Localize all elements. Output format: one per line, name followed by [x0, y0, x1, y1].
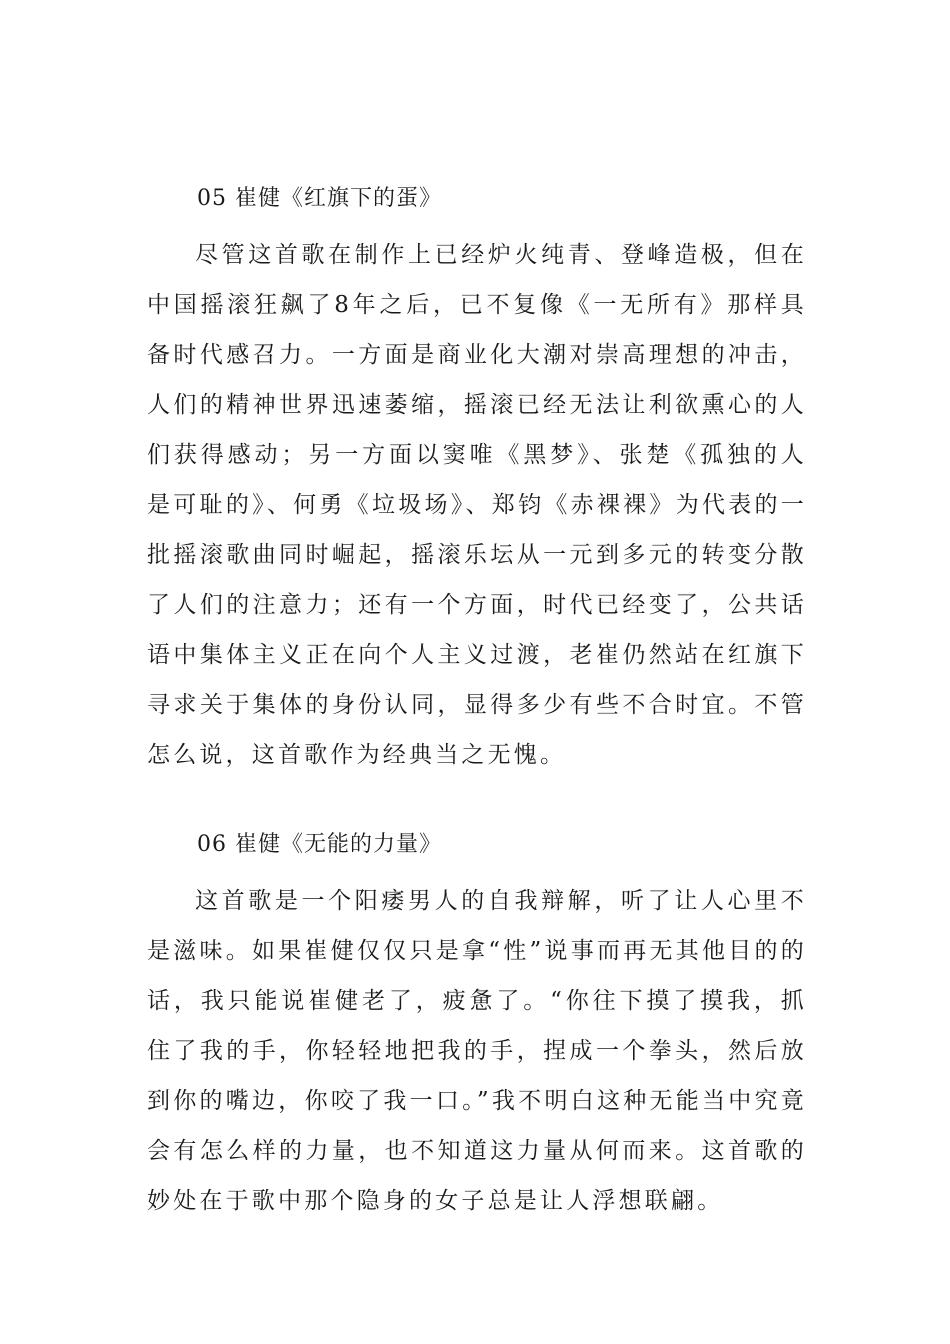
song-section-06: [147, 826, 807, 1226]
section-body: 这首歌是一个阳痿男人的自我辩解，听了让人心里不是滋味。如果崔健仅仅只是拿“性”说事而再无其他目的的话，我只能说崔健老了，疲惫了。“你往下摸了摸我，抓住了我的手，你轻轻地把我的手，捏成一个拳头，然后放到你的嘴边，你咬了我一口。”我不明白这种无能当中究竟会有怎么样的力量，也不知道这力量从何而来。这首歌的妙处在于歌中那个隐身的女子总是让人浮想联翩。: [147, 888, 807, 1214]
section-body: 尽管这首歌在制作上已经炉火纯青、登峰造极，但在中国摇滚狂飙了8年之后，已不复像《一无所有》那样具备时代感召力。一方面是商业化大潮对崇高理想的冲击，人们的精神世界迅速萎缩，摇滚已经无法让利欲熏心的人们获得感动；另一方面以窦唯《黑梦》、张楚《孤独的人是可耻的》、何勇《垃圾场》、郑钧《赤裸裸》为代表的一批摇滚歌曲同时崛起，摇滚乐坛从一元到多元的转变分散了人们的注意力；还有一个方面，时代已经变了，公共话语中集体主义正在向个人主义过渡，老崔仍然站在红旗下寻求关于集体的身份认同，显得多少有些不合时宜。不管怎么说，这首歌作为经典当之无愧。: [147, 242, 807, 768]
section-heading: 05 崔健《红旗下的蛋》: [197, 186, 442, 211]
song-section-05: [147, 180, 807, 780]
section-heading: 06 崔健《无能的力量》: [197, 832, 442, 857]
